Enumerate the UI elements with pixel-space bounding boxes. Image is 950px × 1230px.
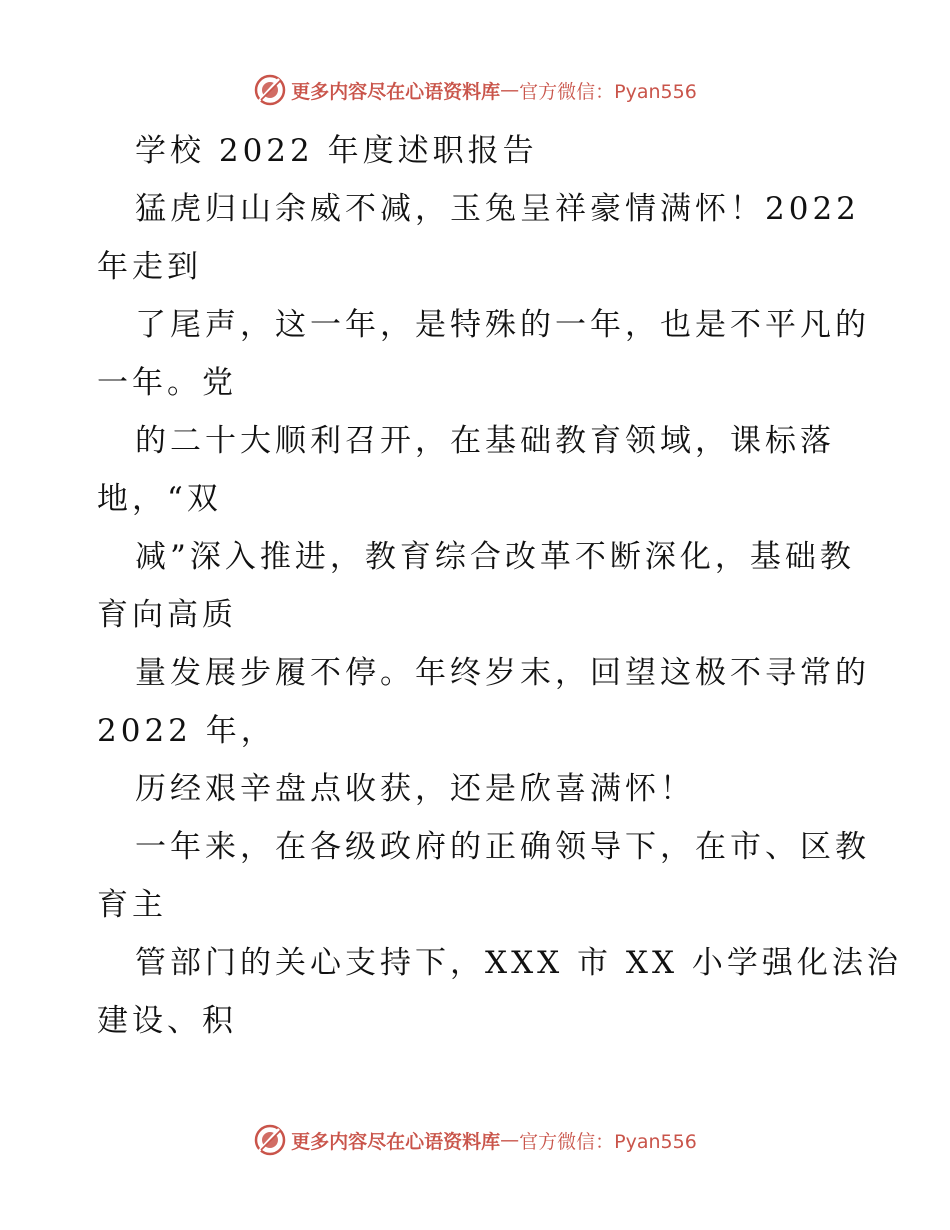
quill-pen-logo-icon [253, 73, 287, 107]
footer-banner [0, 1120, 950, 1160]
doc-line: 一年。党 [97, 365, 237, 401]
doc-title: 学校 2022 年度述职报告 [135, 133, 538, 169]
doc-line: 建设、积 [97, 1003, 237, 1039]
banner-contact: 官方微信：Pyan556 [519, 1130, 697, 1153]
banner-brand: 更多内容尽在心语资料库 [291, 80, 501, 103]
document-body [97, 122, 902, 1050]
doc-line: 育主 [97, 887, 167, 923]
banner-contact: 官方微信：Pyan556 [519, 80, 697, 103]
doc-line: 年走到 [97, 249, 202, 285]
doc-line: 了尾声，这一年，是特殊的一年，也是不平凡的 [135, 307, 870, 343]
banner-dash: — [500, 1129, 520, 1151]
doc-line: 的二十大顺利召开，在基础教育领域，课标落 [135, 423, 835, 459]
banner-dash: — [500, 79, 520, 101]
doc-line: 管部门的关心支持下，XXX 市 XX 小学强化法治 [135, 945, 902, 981]
quill-pen-logo-icon [253, 1123, 287, 1157]
header-banner [0, 70, 950, 110]
doc-line: 历经艰辛盘点收获，还是欣喜满怀！ [135, 771, 695, 807]
doc-line: 一年来，在各级政府的正确领导下，在市、区教 [135, 829, 870, 865]
doc-line: 育向高质 [97, 597, 237, 633]
doc-line: 2022 年， [97, 713, 276, 749]
doc-line: 地，“双 [97, 481, 222, 517]
banner-brand: 更多内容尽在心语资料库 [291, 1130, 501, 1153]
doc-line: 猛虎归山余威不减，玉兔呈祥豪情满怀！2022 [135, 191, 860, 227]
doc-line: 减”深入推进，教育综合改革不断深化，基础教 [135, 539, 855, 575]
doc-line: 量发展步履不停。年终岁末，回望这极不寻常的 [135, 655, 870, 691]
